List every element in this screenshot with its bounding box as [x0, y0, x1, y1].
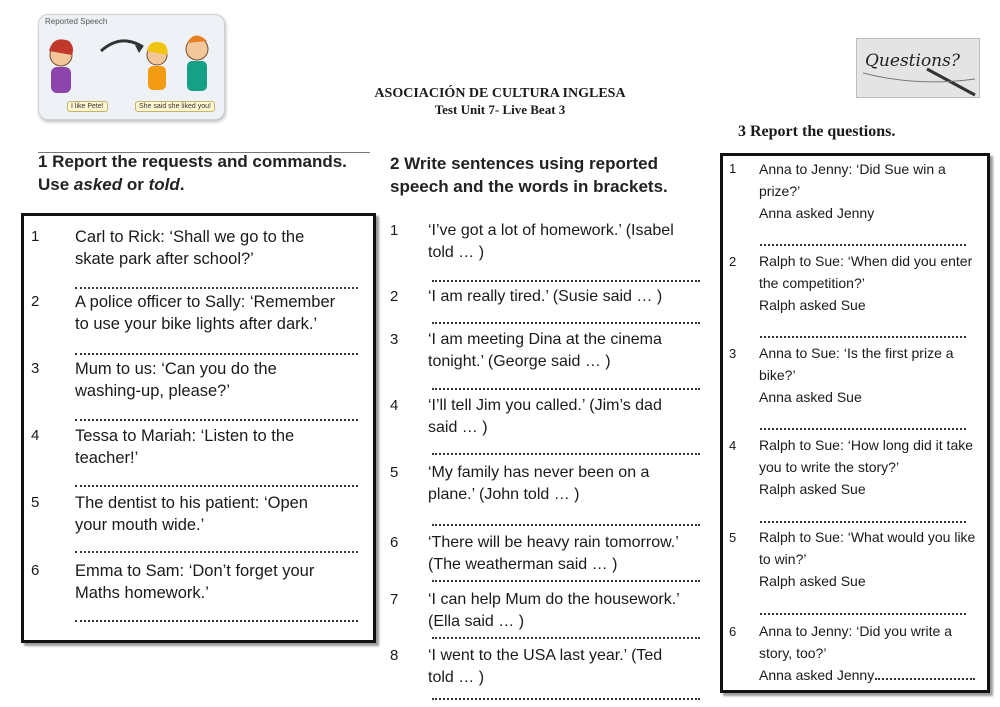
item-number: 4 [390, 397, 399, 414]
list-item [75, 492, 308, 536]
section1-divider [38, 152, 370, 153]
item-line: Anna to Jenny: ‘Did Sue win a [759, 161, 946, 177]
item-number: 4 [31, 427, 40, 444]
item-line: you to write the story?’ [759, 459, 900, 475]
item-line: story, too?’ [759, 645, 827, 661]
list-item [428, 462, 649, 506]
section2-title [390, 152, 668, 198]
test-title: Test Unit 7- Live Beat 3 [434, 102, 566, 117]
list-item [75, 226, 304, 270]
answer-line[interactable] [760, 613, 966, 615]
item-line: prize?’ [759, 183, 801, 199]
item-line: ‘I am really tired.’ (Susie said … ) [428, 288, 663, 305]
item-number: 7 [390, 591, 399, 608]
item-number: 5 [31, 494, 40, 511]
answer-line[interactable] [75, 419, 358, 421]
section1-title [38, 150, 347, 196]
list-item [759, 250, 972, 316]
item-line: teacher!’ [75, 449, 139, 467]
speech-bubble-right: She said she liked you! [135, 101, 215, 112]
item-line: Anna asked Sue [759, 389, 862, 405]
illustration-caption: Reported Speech [45, 17, 108, 26]
list-item [428, 220, 674, 264]
item-line: ‘I’ve got a lot of homework.’ (Isabel [428, 222, 674, 239]
item-line: bike?’ [759, 367, 796, 383]
item-number: 1 [729, 161, 737, 176]
list-item [428, 645, 662, 689]
item-line: Ralph asked Sue [759, 297, 866, 313]
item-line: Ralph to Sue: ‘When did you enter [759, 253, 973, 269]
item-number: 3 [390, 331, 399, 348]
section1-title-line1: 1 Report the requests and commands. [38, 152, 347, 171]
answer-line[interactable] [432, 580, 700, 582]
item-number: 6 [31, 562, 40, 579]
title-told: told [148, 175, 180, 194]
answer-line[interactable] [75, 620, 358, 622]
item-line: washing-up, please?’ [75, 382, 231, 400]
list-item [759, 342, 954, 408]
item-line: Emma to Sam: ‘Don’t forget your [75, 562, 315, 580]
speech-bubble-left: I like Pete! [67, 101, 108, 112]
item-number: 2 [729, 254, 737, 269]
list-item [75, 291, 335, 335]
item-line: to use your bike lights after dark.’ [75, 315, 318, 333]
document-header [300, 86, 700, 118]
item-number: 3 [729, 346, 737, 361]
list-item [759, 526, 975, 592]
answer-line[interactable] [760, 336, 966, 338]
item-line: (The weatherman said … ) [428, 556, 618, 573]
answer-line[interactable] [875, 678, 975, 680]
answer-line[interactable] [75, 551, 358, 553]
item-line: ‘There will be heavy rain tomorrow.’ [428, 534, 679, 551]
list-item [75, 425, 294, 469]
item-line: Anna to Sue: ‘Is the first prize a [759, 345, 954, 361]
list-item [428, 329, 662, 373]
list-item [428, 395, 662, 439]
item-line: plane.’ (John told … ) [428, 486, 580, 503]
item-number: 2 [390, 288, 399, 305]
title-text: Use [38, 175, 74, 194]
section2-title-line2: speech and the words in brackets. [390, 177, 668, 196]
item-line: told … ) [428, 669, 485, 686]
item-number: 8 [390, 647, 399, 664]
answer-line[interactable] [760, 428, 966, 430]
answer-line[interactable] [75, 485, 358, 487]
item-line: Anna asked Jenny [759, 205, 875, 221]
answer-line[interactable] [432, 322, 700, 324]
answer-line[interactable] [432, 453, 700, 455]
list-item [75, 560, 314, 604]
answer-line[interactable] [432, 524, 700, 526]
section2-title-line1: 2 Write sentences using reported [390, 154, 658, 173]
item-line: Maths homework.’ [75, 584, 209, 602]
answer-line[interactable] [760, 244, 966, 246]
list-item [428, 286, 662, 308]
item-line: The dentist to his patient: ‘Open [75, 494, 308, 512]
item-line: Mum to us: ‘Can you do the [75, 360, 277, 378]
item-line: ‘I can help Mum do the housework.’ [428, 591, 680, 608]
answer-line[interactable] [432, 280, 700, 282]
item-line: ‘I went to the USA last year.’ (Ted [428, 647, 663, 664]
item-number: 2 [31, 293, 40, 310]
item-number: 5 [729, 530, 737, 545]
list-item [428, 532, 679, 576]
item-number: 1 [31, 228, 40, 245]
item-line: ‘I am meeting Dina at the cinema [428, 331, 662, 348]
item-line: Ralph asked Sue [759, 573, 866, 589]
item-line: Ralph to Sue: ‘What would you like [759, 529, 976, 545]
item-line: Anna asked Jenny [759, 667, 875, 683]
item-line: the competition?’ [759, 275, 865, 291]
list-item [428, 589, 680, 633]
item-line: to win?’ [759, 551, 807, 567]
section3-box [720, 153, 990, 693]
item-line: ‘My family has never been on a [428, 464, 650, 481]
item-line: Ralph to Sue: ‘How long did it take [759, 437, 974, 453]
answer-line[interactable] [75, 353, 358, 355]
list-item [75, 358, 277, 402]
item-line: said … ) [428, 419, 488, 436]
title-text: or [122, 175, 149, 194]
questions-logo-text: Questions? [865, 51, 960, 71]
item-line: skate park after school?’ [75, 250, 254, 268]
item-number: 5 [390, 464, 399, 481]
item-number: 4 [729, 438, 737, 453]
item-line: tonight.’ (George said … ) [428, 353, 611, 370]
item-line: Carl to Rick: ‘Shall we go to the [75, 228, 305, 246]
item-line: (Ella said … ) [428, 613, 525, 630]
item-number: 6 [390, 534, 399, 551]
list-item [759, 158, 946, 224]
item-line: Tessa to Mariah: ‘Listen to the [75, 427, 295, 445]
organization-title: ASOCIACIÓN DE CULTURA INGLESA [374, 86, 626, 101]
item-line: Anna to Jenny: ‘Did you write a [759, 623, 952, 639]
item-line: told … ) [428, 244, 485, 261]
item-number: 6 [729, 624, 737, 639]
section3-title: 3 Report the questions. [738, 123, 896, 140]
item-line: A police officer to Sally: ‘Remember [75, 293, 336, 311]
answer-line[interactable] [432, 698, 700, 700]
reported-speech-illustration [38, 14, 225, 120]
item-line: ‘I’ll tell Jim you called.’ (Jim’s dad [428, 397, 662, 414]
item-number: 3 [31, 360, 40, 377]
title-text: . [179, 175, 185, 194]
questions-logo [856, 38, 980, 98]
list-item [759, 620, 952, 686]
answer-line[interactable] [75, 287, 358, 289]
title-asked: asked [73, 175, 123, 194]
answer-line[interactable] [432, 388, 700, 390]
item-number: 1 [390, 222, 399, 239]
answer-line[interactable] [432, 637, 700, 639]
answer-line[interactable] [760, 521, 966, 523]
section1-title-line2 [38, 173, 347, 196]
item-line: your mouth wide.’ [75, 516, 205, 534]
list-item [759, 434, 973, 500]
item-line: Ralph asked Sue [759, 481, 866, 497]
